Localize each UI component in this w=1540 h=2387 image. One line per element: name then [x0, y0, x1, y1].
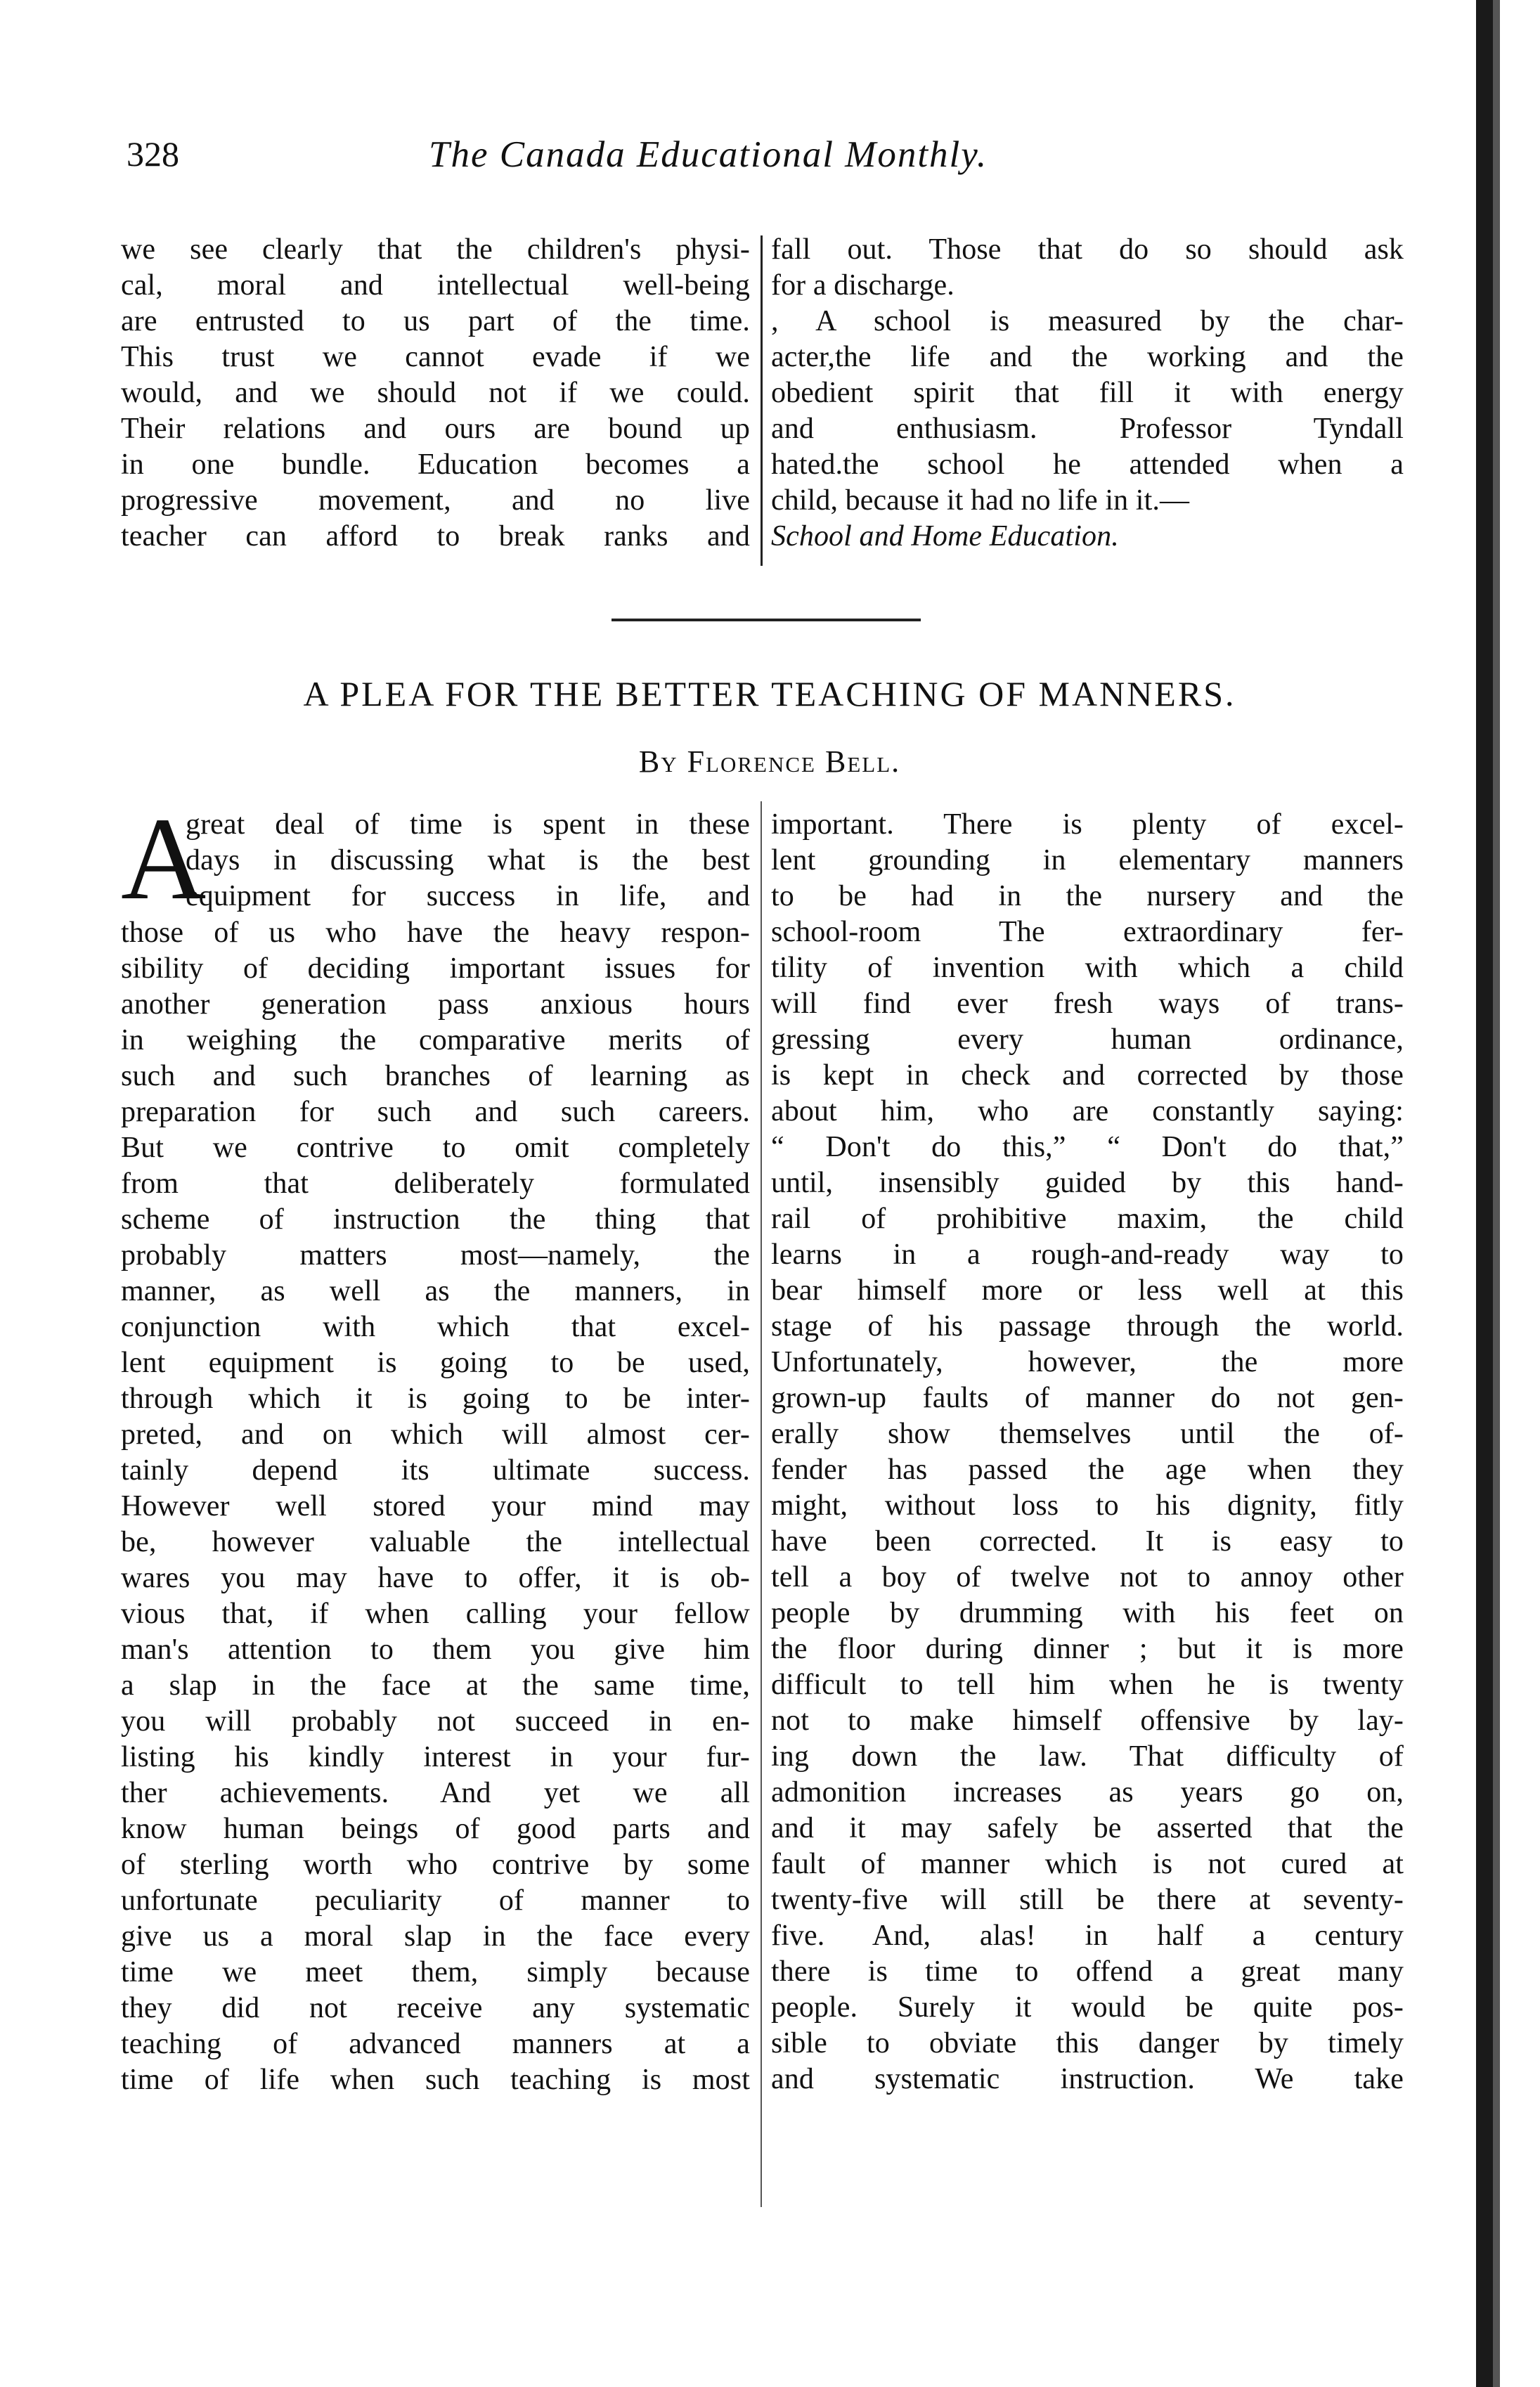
- text-line: you will probably not succeed in en-: [121, 1705, 750, 1738]
- top-right-column: [771, 232, 1404, 555]
- text-line: tainly depend its ultimate success.: [121, 1454, 750, 1487]
- text-line: will find ever fresh ways of trans-: [771, 988, 1404, 1020]
- text-line: cal, moral and intellectual well-being: [121, 269, 750, 302]
- text-line: hated.the school he attended when a: [771, 448, 1404, 481]
- text-line: might, without loss to his dignity, fitly: [771, 1489, 1404, 1522]
- text-line: vious that, if when calling your fellow: [121, 1598, 750, 1630]
- text-line: and it may safely be asserted that the: [771, 1812, 1404, 1844]
- text-line: we see clearly that the children's physi-: [121, 233, 750, 266]
- text-line: days in discussing what is the best: [186, 844, 750, 876]
- text-line: people by drumming with his feet on: [771, 1597, 1404, 1629]
- text-line: grown-up faults of manner do not gen-: [771, 1382, 1404, 1414]
- text-line: However well stored your mind may: [121, 1490, 750, 1522]
- text-line: in weighing the comparative merits of: [121, 1024, 750, 1056]
- text-line: know human beings of good parts and: [121, 1813, 750, 1845]
- text-line: those of us who have the heavy respon-: [121, 917, 750, 949]
- text-line: equipment for success in life, and: [186, 880, 750, 912]
- text-line: from that deliberately formulated: [121, 1167, 750, 1200]
- text-line: admonition increases as years go on,: [771, 1776, 1404, 1809]
- text-line: progressive movement, and no live: [121, 484, 750, 517]
- text-line: teaching of advanced manners at a: [121, 2028, 750, 2060]
- text-line: fender has passed the age when they: [771, 1454, 1404, 1486]
- drop-cap: A: [121, 794, 207, 924]
- text-line: This trust we cannot evade if we: [121, 341, 750, 373]
- text-line: about him, who are constantly saying:: [771, 1095, 1404, 1127]
- article-left-column: [121, 794, 750, 2098]
- text-line: scheme of instruction the thing that: [121, 1203, 750, 1236]
- text-line: great deal of time is spent in these: [186, 808, 750, 841]
- text-line: erally show themselves until the of-: [771, 1418, 1404, 1450]
- text-line: difficult to tell him when he is twenty: [771, 1669, 1404, 1701]
- text-line: ther achievements. And yet we all: [121, 1777, 750, 1809]
- text-line: rail of prohibitive maxim, the child: [771, 1203, 1404, 1235]
- text-line: through which it is going to be inter-: [121, 1383, 750, 1415]
- text-line: such and such branches of learning as: [121, 1060, 750, 1092]
- text-line: Their relations and ours are bound up: [121, 413, 750, 445]
- text-line: teacher can afford to break ranks and: [121, 520, 750, 552]
- text-line: have been corrected. It is easy to: [771, 1525, 1404, 1558]
- text-line: Unfortunately, however, the more: [771, 1346, 1404, 1378]
- text-line: for a discharge.: [771, 269, 955, 302]
- text-line: gressing every human ordinance,: [771, 1023, 1404, 1056]
- text-line: lent grounding in elementary manners: [771, 844, 1404, 876]
- drop-cap-lines: [121, 794, 750, 924]
- text-line: conjunction with which that excel-: [121, 1311, 750, 1343]
- text-line: give us a moral slap in the face every: [121, 1920, 750, 1953]
- text-line: twenty-five will still be there at seventy-: [771, 1884, 1404, 1916]
- text-line: another generation pass anxious hours: [121, 988, 750, 1021]
- page-binding-shadow: [1493, 0, 1500, 2387]
- text-line: ing down the law. That difficulty of: [771, 1740, 1404, 1773]
- article-right-column: [771, 807, 1404, 2097]
- text-line: until, insensibly guided by this hand-: [771, 1167, 1404, 1199]
- text-line: fault of manner which is not cured at: [771, 1848, 1404, 1880]
- article-byline: By Florence Bell.: [638, 744, 901, 779]
- text-line: sible to obviate this danger by timely: [771, 2027, 1404, 2059]
- text-line: would, and we should not if we could.: [121, 377, 750, 409]
- section-divider: [612, 619, 921, 621]
- text-line: bear himself more or less well at this: [771, 1274, 1404, 1307]
- running-title: The Canada Educational Monthly.: [429, 134, 988, 175]
- text-line: man's attention to them you give him: [121, 1634, 750, 1666]
- text-line: are entrusted to us part of the time.: [121, 305, 750, 337]
- text-line: acter,the life and the working and the: [771, 341, 1404, 373]
- text-line: important. There is plenty of excel-: [771, 808, 1404, 841]
- text-line: probably matters most—namely, the: [121, 1239, 750, 1272]
- text-line: manner, as well as the manners, in: [121, 1275, 750, 1307]
- text-line: lent equipment is going to be used,: [121, 1347, 750, 1379]
- article-left-lines: [121, 915, 750, 2098]
- column-rule-main: [761, 801, 762, 2207]
- text-line: and enthusiasm. Professor Tyndall: [771, 413, 1404, 445]
- text-line: the floor during dinner ; but it is more: [771, 1633, 1404, 1665]
- text-line: is kept in check and corrected by those: [771, 1059, 1404, 1092]
- text-line: not to make himself offensive by lay-: [771, 1704, 1404, 1737]
- text-line: wares you may have to offer, it is ob-: [121, 1562, 750, 1594]
- text-line: learns in a rough-and-ready way to: [771, 1238, 1404, 1271]
- text-line: five. And, alas! in half a century: [771, 1920, 1404, 1952]
- text-line: tility of invention with which a child: [771, 952, 1404, 984]
- article-title: A PLEA FOR THE BETTER TEACHING OF MANNERS.: [303, 674, 1236, 713]
- page-number: 328: [127, 134, 179, 174]
- text-line: school-room The extraordinary fer-: [771, 916, 1404, 948]
- text-line: , A school is measured by the char-: [771, 305, 1404, 337]
- text-line: preparation for such and such careers.: [121, 1096, 750, 1128]
- text-line: a slap in the face at the same time,: [121, 1669, 750, 1702]
- text-line: tell a boy of twelve not to annoy other: [771, 1561, 1404, 1593]
- text-line: obedient spirit that fill it with energy: [771, 377, 1404, 409]
- text-line: of sterling worth who contrive by some: [121, 1849, 750, 1881]
- text-line: time we meet them, simply because: [121, 1956, 750, 1988]
- text-line: be, however valuable the intellectual: [121, 1526, 750, 1558]
- text-line: sibility of deciding important issues for: [121, 952, 750, 985]
- top-right-lines: [771, 232, 1404, 519]
- text-line: listing his kindly interest in your fur-: [121, 1741, 750, 1773]
- text-line: time of life when such teaching is most: [121, 2064, 750, 2096]
- text-line: they did not receive any systematic: [121, 1992, 750, 2024]
- text-line: there is time to offend a great many: [771, 1955, 1404, 1988]
- text-line: and systematic instruction. We take: [771, 2063, 1404, 2095]
- text-line: to be had in the nursery and the: [771, 880, 1404, 912]
- text-line: preted, and on which will almost cer-: [121, 1418, 750, 1451]
- text-line: stage of his passage through the world.: [771, 1310, 1404, 1343]
- text-line: But we contrive to omit completely: [121, 1132, 750, 1164]
- text-line: fall out. Those that do so should ask: [771, 233, 1404, 266]
- text-line: people. Surely it would be quite pos-: [771, 1991, 1404, 2024]
- text-line: child, because it had no life in it.—: [771, 484, 1190, 517]
- top-left-column: [121, 232, 750, 555]
- text-line: in one bundle. Education becomes a: [121, 448, 750, 481]
- text-line: unfortunate peculiarity of manner to: [121, 1884, 750, 1917]
- column-rule-top: [761, 235, 763, 566]
- page-binding-edge: [1476, 0, 1493, 2387]
- text-line: “ Don't do this,” “ Don't do that,”: [771, 1131, 1404, 1163]
- source-citation: School and Home Education.: [771, 520, 1119, 552]
